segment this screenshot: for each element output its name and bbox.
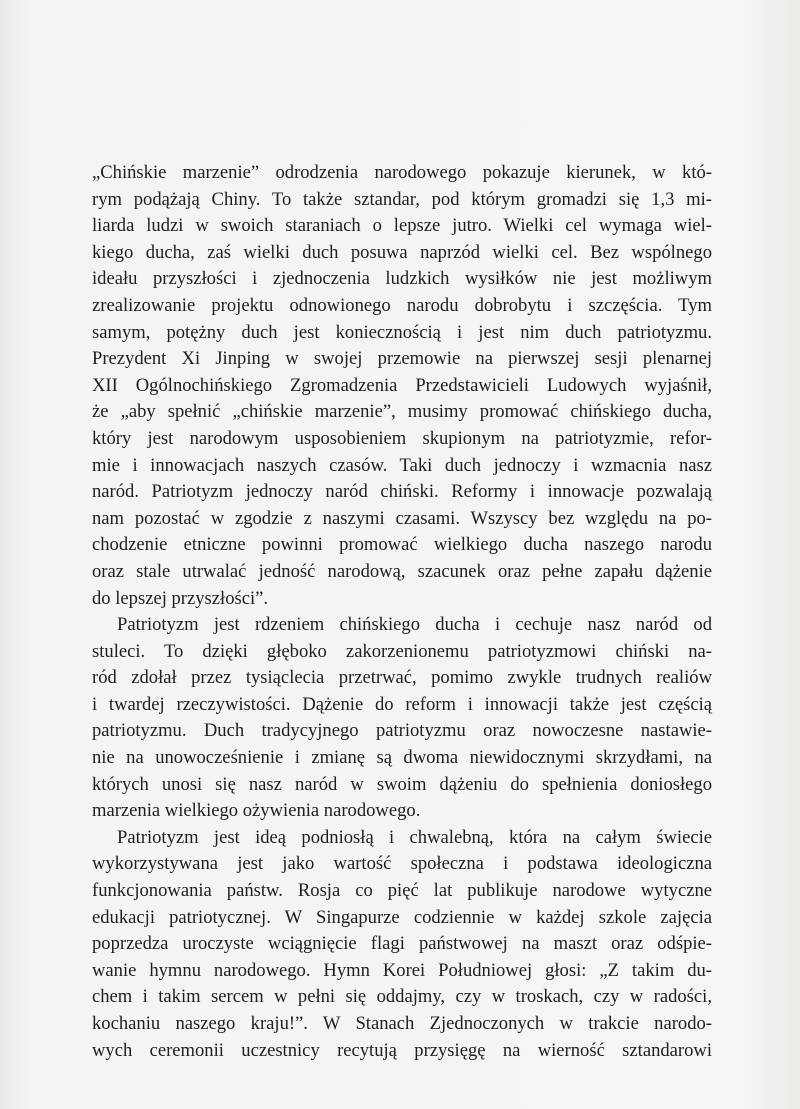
text-line: kochaniu naszego kraju!”. W Stanach Zjednoczonych w trakcie narodo- (92, 1013, 712, 1034)
text-line: funkcjonowania państw. Rosja co pięć lat publikuje narodowe wytyczne (92, 880, 712, 902)
text-line: że „aby spełnić „chińskie marzenie”, musimy promować chińskiego ducha, (92, 401, 712, 423)
text-line: poprzedza uroczyste wciągnięcie flagi państwowej na maszt oraz odśpie- (92, 933, 712, 955)
text-line: ideału przyszłości i zjednoczenia ludzkich wysiłków nie jest możliwym (92, 268, 712, 290)
text-line: rym podążają Chiny. To także sztandar, pod którym gromadzi się 1,3 mi- (92, 188, 712, 210)
text-line: który jest narodowym usposobieniem skupionym na patriotyzmie, refor- (92, 427, 712, 449)
text-line: edukacji patriotycznej. W Singapurze codziennie w każdej szkole zajęcia (92, 906, 712, 928)
text-line: Patriotyzm jest rdzeniem chińskiego ducha i cechuje nasz naród od (117, 614, 712, 636)
text-line: chodzenie etniczne powinni promować wielkiego ducha naszego narodu (92, 534, 712, 556)
text-line: stuleci. To dzięki głęboko zakorzenionemu patriotyzmowi chiński na- (92, 640, 712, 662)
text-line: naród. Patriotyzm jednoczy naród chiński. Reformy i innowacje pozwalają (92, 481, 712, 503)
text-line: XII Ogólnochińskiego Zgromadzenia Przedstawicieli Ludowych wyjaśnił, (92, 374, 712, 396)
text-line: Prezydent Xi Jinping w swojej przemowie na pierwszej sesji plenarnej (92, 348, 712, 370)
text-line: zrealizowanie projektu odnowionego narodu dobrobytu i szczęścia. Tym (92, 294, 712, 316)
text-line: wykorzystywana jest jako wartość społeczna i podstawa ideologiczna (92, 853, 712, 875)
text-line: wych ceremonii uczestnicy recytują przysięgę na wierność sztandarowi (92, 1039, 712, 1061)
text-line: do lepszej przyszłości”. (92, 587, 269, 609)
text-line: kiego ducha, zaś wielki duch posuwa naprzód wielki cel. Bez wspólnego (92, 241, 712, 263)
text-line: mie i innowacjach naszych czasów. Taki duch jednoczy i wzmacnia nasz (92, 454, 712, 476)
text-line: samym, potężny duch jest koniecznością i jest nim duch patriotyzmu. (92, 321, 712, 343)
text-line: i twardej rzeczywistości. Dążenie do reform i innowacji także jest częścią (92, 693, 712, 715)
text-line: liarda ludzi w swoich staraniach o lepsze jutro. Wielki cel wymaga wiel- (92, 215, 712, 237)
text-line: których unosi się nasz naród w swoim dążeniu do spełnienia doniosłego (92, 773, 712, 795)
text-line: chem i takim sercem w pełni się oddajmy, czy w troskach, czy w radości, (92, 986, 712, 1008)
text-line: patriotyzmu. Duch tradycyjnego patriotyzmu oraz nowoczesne nastawie- (92, 720, 712, 742)
text-line: oraz stale utrwalać jedność narodową, szacunek oraz pełne zapału dążenie (92, 560, 712, 582)
text-line: wanie hymnu narodowego. Hymn Korei Południowej głosi: „Z takim du- (92, 959, 712, 981)
text-line: nie na unowocześnienie i zmianę są dwoma niewidocznymi skrzydłami, na (92, 747, 712, 769)
text-line: nam pozostać w zgodzie z naszymi czasami. Wszyscy bez względu na po- (92, 507, 712, 529)
text-line: Patriotyzm jest ideą podniosłą i chwalebną, która na całym świecie (117, 826, 712, 848)
text-line: ród zdołał przez tysiąclecia przetrwać, pomimo zwykle trudnych realiów (92, 667, 712, 689)
body-text (92, 160, 712, 1064)
text-line: „Chińskie marzenie” odrodzenia narodowego pokazuje kierunek, w któ- (92, 162, 712, 183)
text-line: marzenia wielkiego ożywienia narodowego. (92, 800, 421, 822)
